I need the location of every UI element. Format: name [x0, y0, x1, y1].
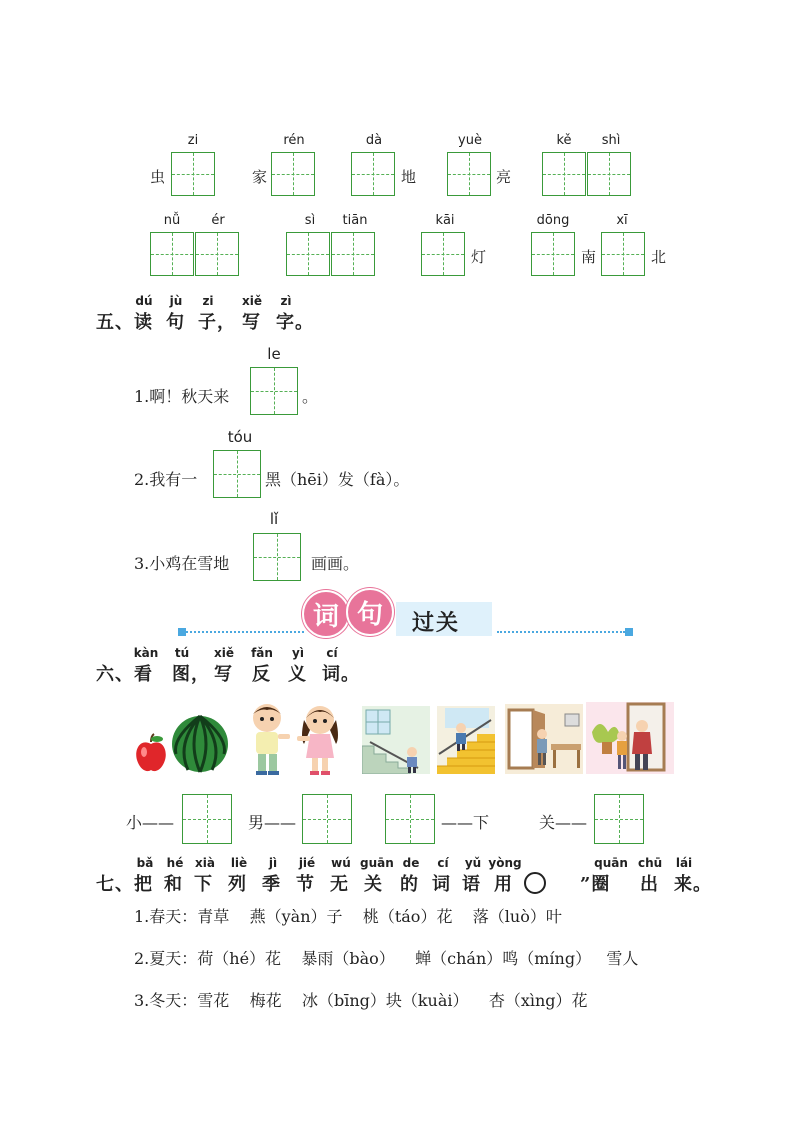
circle-mark-icon [524, 872, 546, 894]
sentence-text: 3.小鸡在雪地 [134, 554, 230, 573]
writing-box[interactable] [594, 794, 644, 844]
title-char: 词。 [322, 664, 360, 685]
title-char: 语 [462, 874, 481, 895]
title-char: 写 [214, 664, 233, 685]
pinyin: dà [365, 133, 383, 148]
writing-box[interactable] [331, 232, 375, 276]
writing-box[interactable] [385, 794, 435, 844]
title-pinyin: wú [331, 856, 351, 870]
pinyin: rén [283, 133, 305, 148]
writing-box[interactable] [542, 152, 586, 196]
sentence-text: 。 [302, 387, 319, 406]
title-pinyin: jié [298, 856, 316, 870]
title-pinyin: dú [135, 294, 153, 308]
door-open-illustration [505, 704, 583, 774]
title-char: 句 [166, 312, 185, 333]
title-pinyin: zi [202, 294, 214, 308]
writing-box[interactable] [447, 152, 491, 196]
pinyin: sì [304, 213, 316, 228]
section-number: 五、 [96, 312, 134, 333]
writing-box[interactable] [182, 794, 232, 844]
title-char: 图， [172, 664, 210, 685]
banner-end-marker [625, 628, 633, 636]
stairs-up-illustration [437, 706, 495, 774]
pinyin: tiān [342, 213, 368, 228]
writing-box[interactable] [171, 152, 215, 196]
banner-end-marker [178, 628, 186, 636]
title-pinyin: cí [437, 856, 449, 870]
section-number: 七、 [96, 874, 134, 895]
antonym-prompt: 男—— [248, 813, 297, 832]
section-number: 六、 [96, 664, 134, 685]
title-pinyin: de [402, 856, 420, 870]
title-char: 无 [330, 874, 349, 895]
title-pinyin: quān [594, 856, 628, 870]
title-char: 列 [228, 874, 247, 895]
title-pinyin: zì [280, 294, 292, 308]
pinyin: nǚ [163, 213, 181, 228]
title-pinyin: yǔ [464, 856, 482, 870]
pinyin: shì [601, 133, 621, 148]
apple-illustration [134, 732, 168, 774]
pinyin: yuè [458, 133, 482, 148]
word-line: 3.冬天：雪花 梅花 冰（bīng）块（kuài） 杏（xìng）花 [134, 991, 588, 1010]
title-pinyin: jù [169, 294, 183, 308]
girl-illustration [296, 700, 344, 776]
writing-box[interactable] [421, 232, 465, 276]
title-char: 义 [288, 664, 307, 685]
title-char: 读 [134, 312, 153, 333]
writing-box[interactable] [150, 232, 194, 276]
pinyin: lǐ [269, 510, 279, 528]
hanzi: 地 [401, 168, 417, 186]
title-char: 把 [134, 874, 153, 895]
word-line: 1.春天：青草 燕（yàn）子 桃（táo）花 落（luò）叶 [134, 907, 562, 926]
banner-label: 过关 [412, 611, 461, 636]
banner-char: 句 [356, 600, 383, 630]
title-char: 反 [252, 664, 271, 685]
writing-box[interactable] [286, 232, 330, 276]
pinyin: kāi [435, 213, 455, 228]
title-char: 节 [296, 874, 315, 895]
title-char: 季 [262, 874, 281, 895]
title-pinyin: hé [166, 856, 184, 870]
title-char: 关 [364, 874, 383, 895]
writing-box[interactable] [302, 794, 352, 844]
writing-box[interactable] [271, 152, 315, 196]
sentence-text: 黑（hēi）发（fà）。 [265, 470, 410, 489]
hanzi: 亮 [496, 168, 512, 186]
sentence-text: 1.啊！秋天来 [134, 387, 230, 406]
title-pinyin: bǎ [136, 856, 154, 870]
pinyin: kě [556, 133, 572, 148]
title-char: 写 [242, 312, 261, 333]
sentence-text: 画画。 [311, 554, 360, 573]
antonym-prompt: 关—— [539, 813, 588, 832]
door-closed-illustration [586, 702, 674, 774]
title-pinyin: xiě [214, 646, 234, 660]
title-char: 的 [400, 874, 419, 895]
title-pinyin: guān [360, 856, 394, 870]
watermelon-illustration [170, 714, 230, 774]
hanzi: 南 [581, 248, 597, 266]
boy-illustration [243, 700, 293, 776]
title-pinyin: cí [326, 646, 338, 660]
banner-dotted-line [497, 631, 625, 633]
word-line: 2.夏天：荷（hé）花 暴雨（bào） 蝉（chán）鸣（míng） 雪人 [134, 949, 639, 968]
title-char: 看 [134, 664, 153, 685]
title-char: 和 [164, 874, 183, 895]
banner-dotted-line [186, 631, 304, 633]
stairs-down-illustration [362, 706, 430, 774]
writing-box[interactable] [531, 232, 575, 276]
title-char: 用 [494, 874, 513, 895]
pinyin: tóu [227, 428, 253, 446]
title-char: 下 [194, 874, 213, 895]
hanzi: 虫 [150, 168, 166, 186]
title-char: 出 [640, 874, 659, 895]
pinyin: ér [211, 213, 225, 228]
title-char: 来。 [674, 874, 712, 895]
hanzi: 北 [651, 248, 667, 266]
sentence-text: 2.我有一 [134, 470, 198, 489]
title-char: ”圈 [580, 874, 611, 895]
writing-box[interactable] [351, 152, 395, 196]
hanzi: 灯 [471, 248, 487, 266]
pinyin: le [267, 345, 281, 363]
writing-box[interactable] [213, 450, 261, 498]
title-pinyin: xiě [242, 294, 262, 308]
antonym-prompt: ——下 [441, 813, 490, 832]
title-pinyin: lái [675, 856, 693, 870]
title-pinyin: yòng [488, 856, 522, 870]
title-pinyin: kàn [133, 646, 159, 660]
title-pinyin: yì [292, 646, 304, 660]
hanzi: 家 [252, 168, 268, 186]
title-pinyin: jì [268, 856, 278, 870]
writing-box[interactable] [587, 152, 631, 196]
writing-box[interactable] [253, 533, 301, 581]
title-char: 词 [432, 874, 451, 895]
title-pinyin: liè [230, 856, 248, 870]
writing-box[interactable] [250, 367, 298, 415]
pinyin: zi [187, 133, 199, 148]
title-char: 子， [198, 312, 236, 333]
pinyin: dōng [536, 213, 570, 228]
title-char: 字。 [276, 312, 314, 333]
title-pinyin: xià [195, 856, 215, 870]
title-pinyin: tú [174, 646, 190, 660]
antonym-prompt: 小—— [126, 813, 175, 832]
writing-box[interactable] [195, 232, 239, 276]
pinyin: xī [616, 213, 628, 228]
writing-box[interactable] [601, 232, 645, 276]
title-pinyin: chū [638, 856, 663, 870]
banner-char: 词 [312, 602, 339, 632]
title-pinyin: fǎn [251, 646, 273, 660]
